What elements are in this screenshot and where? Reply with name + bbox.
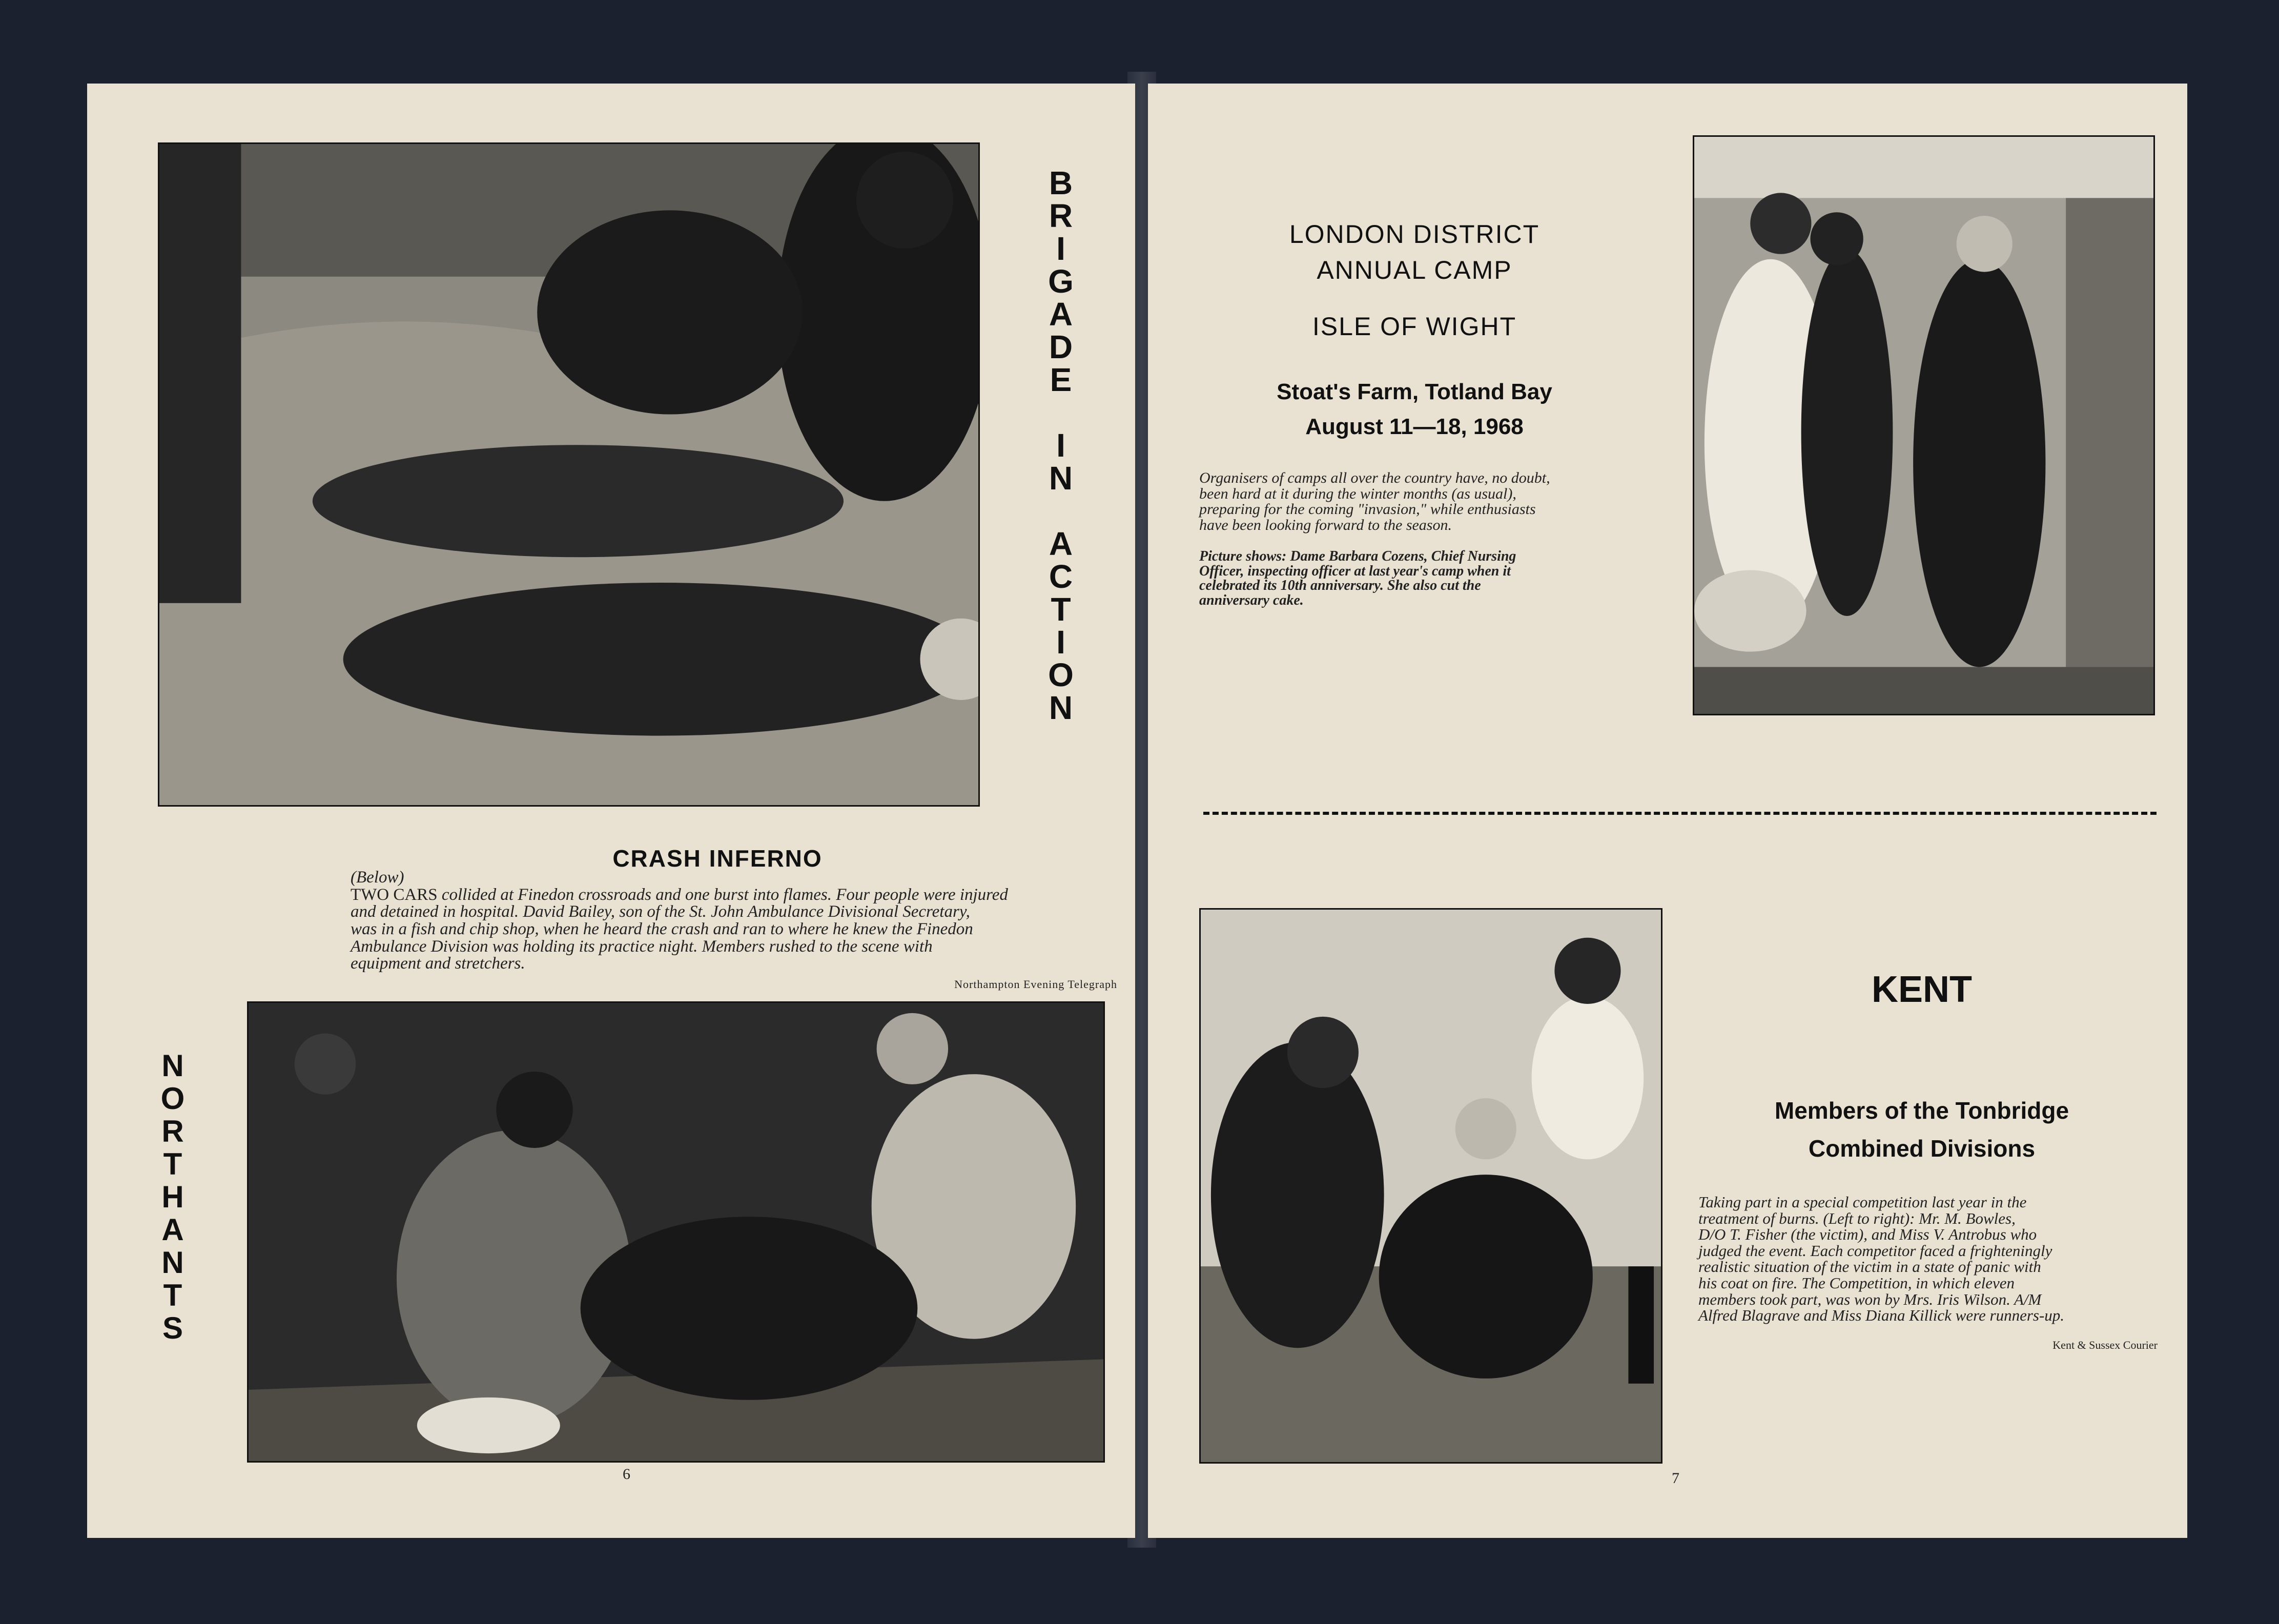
story-line-1-text: collided at Finedon crossroads and one burst into flames. Four people were injured: [437, 885, 1008, 904]
camp-text-line-4: have been looking forward to the season.: [1199, 516, 1452, 533]
story-line-1: [351, 887, 1119, 904]
kent-text-line-6: his coat on fire. The Competition, in which eleven: [1698, 1274, 2015, 1292]
camp-text-line-3: preparing for the coming "invasion," while enthusiasts: [1199, 501, 1536, 518]
photo-casualties-on-ground: [158, 142, 980, 807]
picture-line-1: Picture shows: Dame Barbara Cozens, Chief Nursing: [1199, 548, 1516, 564]
vertical-region-northants: N O R T H A N T S: [160, 1049, 185, 1345]
kent-text-line-5: realistic situation of the victim in a state of panic with: [1698, 1258, 2041, 1276]
story-line-3: was in a fish and chip shop, when he heard the crash and ran to where he knew the Finedon: [351, 919, 973, 938]
camp-location: ISLE OF WIGHT: [1312, 312, 1517, 341]
picture-line-4: anniversary cake.: [1199, 592, 1304, 608]
camp-dates: August 11—18, 1968: [1305, 414, 1524, 439]
photo-crash-scene-night: [247, 1001, 1105, 1463]
credit-northampton: Northampton Evening Telegraph: [954, 978, 1117, 991]
story-line-2: and detained in hospital. David Bailey, son of the St. John Ambulance Divisional Secretary,: [351, 902, 970, 921]
page-number-6: 6: [623, 1466, 630, 1483]
camp-title-line-2: ANNUAL CAMP: [1317, 256, 1512, 284]
picture-line-2: Officer, inspecting officer at last year's camp when it: [1199, 563, 1511, 579]
story-line-5: equipment and stretchers.: [351, 954, 525, 973]
crash-story: [351, 869, 1119, 973]
page-number-7: 7: [1672, 1470, 1679, 1487]
kent-title: KENT: [1872, 969, 1972, 1010]
photo-burns-competition: [1199, 908, 1662, 1464]
camp-text-line-2: been hard at it during the winter months (as usual),: [1199, 485, 1516, 502]
lead-caps: TWO CARS: [351, 885, 438, 904]
kent-subtitle-line-2: Combined Divisions: [1808, 1135, 2036, 1162]
picture-shows-caption: [1199, 549, 1660, 608]
kent-text-line-2: treatment of burns. (Left to right): Mr. M. Bowles,: [1698, 1209, 2016, 1227]
kent-text-line-7: members took part, was won by Mrs. Iris Wilson. A/M: [1698, 1290, 2042, 1308]
story-line-4: Ambulance Division was holding its practice night. Members rushed to the scene with: [351, 937, 933, 956]
camp-place: Stoat's Farm, Totland Bay: [1277, 379, 1552, 404]
section-divider-dashed: [1203, 812, 2157, 815]
kent-text-line-3: D/O T. Fisher (the victim), and Miss V. Antrobus who: [1698, 1225, 2037, 1244]
kent-subtitle-line-1: Members of the Tonbridge: [1774, 1097, 2069, 1124]
kent-text-line-1: Taking part in a special competition last year in the: [1698, 1193, 2027, 1211]
photo-camp-kitchen-inspection: [1693, 135, 2155, 715]
camp-text: [1199, 470, 1660, 533]
camp-text-line-1: Organisers of camps all over the country have, no doubt,: [1199, 469, 1550, 486]
kent-text: [1698, 1194, 2160, 1324]
credit-kent-sussex: Kent & Sussex Courier: [2052, 1339, 2158, 1351]
kent-text-line-4: judged the event. Each competitor faced a frighteningly: [1698, 1241, 2052, 1260]
headline-crash-inferno: CRASH INFERNO: [612, 845, 823, 872]
picture-line-3: celebrated its 10th anniversary. She also cut the: [1199, 578, 1481, 594]
camp-title-line-1: LONDON DISTRICT: [1289, 220, 1540, 249]
below-label: (Below): [351, 868, 404, 887]
vertical-title-brigade-in-action: B R I G A D E I N A C T I O N: [1048, 165, 1074, 726]
kent-text-line-8: Alfred Blagrave and Miss Diana Killick were runners-up.: [1698, 1306, 2065, 1325]
